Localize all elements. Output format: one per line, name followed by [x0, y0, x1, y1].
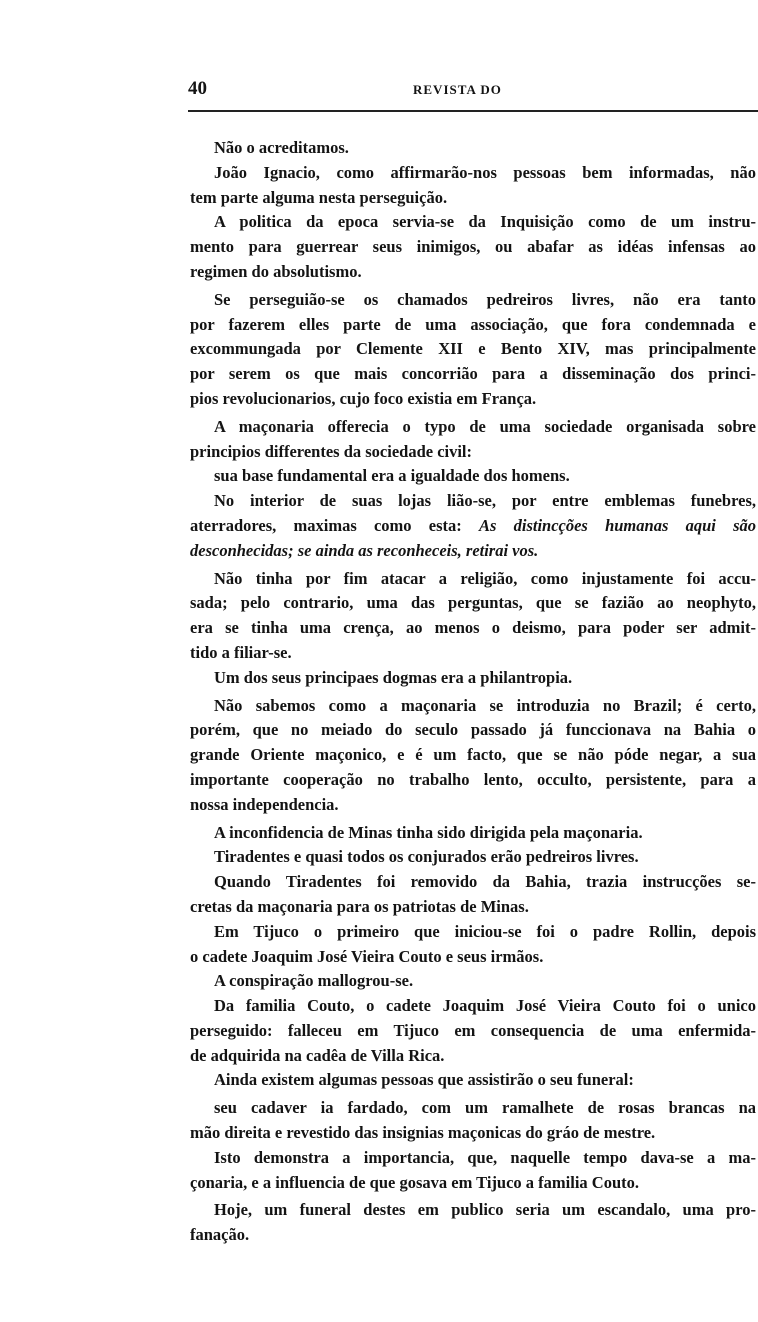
text-line: de adquirida na cadêa de Villa Rica.	[190, 1045, 445, 1065]
text-line: cretas da maçonaria para os patriotas de Minas.	[190, 896, 529, 916]
text-line: A conspiração mallogrou-se.	[214, 971, 414, 991]
text-line: tido a filiar-se.	[190, 642, 292, 662]
text-line: mento para guerrear seus inimigos, ou abafar as idéas infensas ao	[190, 237, 756, 257]
text-line: importante cooperação no trabalho lento, occulto, persistente, para a	[190, 769, 756, 789]
text-line: Se perseguião-se os chamados pedreiros livres, não era tanto	[214, 289, 756, 309]
text-line: grande Oriente maçonico, e é um facto, que se não póde negar, a sua	[190, 745, 756, 765]
running-head: REVISTA DO	[413, 82, 502, 97]
text-line: Em Tijuco o primeiro que iniciou-se foi o padre Rollin, depois	[214, 921, 756, 941]
text-line: porém, que no meiado do seculo passado já funccionava na Bahia o	[190, 720, 756, 740]
text-line: mão direita e revestido das insignias maçonicas do gráo de mestre.	[190, 1123, 656, 1143]
text-line: por serem os que mais concorrião para a disseminação dos princi-	[190, 364, 756, 384]
text-line: No interior de suas lojas lião-se, por entre emblemas funebres,	[214, 491, 756, 511]
page-header	[178, 78, 758, 106]
text-line: sua base fundamental era a igualdade dos homens.	[214, 466, 570, 486]
text-line: Não sabemos como a maçonaria se introduzia no Brazil; é certo,	[214, 695, 756, 715]
body-text	[190, 136, 756, 1248]
text-line: Da familia Couto, o cadete Joaquim José Vieira Couto foi o unico	[214, 996, 756, 1016]
text-line: tem parte alguma nesta perseguição.	[190, 187, 448, 207]
text-line: Quando Tiradentes foi removido da Bahia, trazia instrucções se-	[214, 872, 756, 892]
text-line: çonaria, e a influencia de que gosava em Tijuco a familia Couto.	[190, 1172, 640, 1192]
text-line: Isto demonstra a importancia, que, naquelle tempo dava-se a ma-	[214, 1147, 756, 1167]
text-line: sada; pelo contrario, uma das perguntas, que se fazião ao neophyto,	[190, 593, 756, 613]
text-line: Hoje, um funeral destes em publico seria um escandalo, uma pro-	[214, 1200, 756, 1220]
text-line: perseguido: falleceu em Tijuco em consequencia de uma enfermida-	[190, 1020, 756, 1040]
text-line: fanação.	[190, 1225, 250, 1245]
text-line: Não o acreditamos.	[214, 138, 349, 157]
inline-quote: As distincções humanas aqui são	[478, 515, 756, 535]
header-rule	[188, 110, 758, 112]
text-line: aterradores, maximas como esta: As distincções humanas aqui são	[190, 515, 756, 535]
text-line: excommungada por Clemente XII e Bento XIV, mas principalmente	[190, 339, 756, 359]
text-line: A politica da epoca servia-se da Inquisição como de um instru-	[214, 212, 756, 232]
text-line: regimen do absolutismo.	[190, 261, 362, 281]
text-line: desconhecidas; se ainda as reconheceis, retirai vos.	[190, 540, 539, 560]
page-number: 40	[188, 78, 207, 99]
text-line: era se tinha uma crença, ao menos o deismo, para poder ser admit-	[190, 618, 756, 638]
text-line: o cadete Joaquim José Vieira Couto e seus irmãos.	[190, 946, 544, 966]
text-line: Um dos seus principaes dogmas era a philantropia.	[214, 667, 573, 687]
text-line: Ainda existem algumas pessoas que assistirão o seu funeral:	[214, 1070, 634, 1090]
text-line: João Ignacio, como affirmarão-nos pessoas bem informadas, não	[214, 162, 756, 182]
text-line: seu cadaver ia fardado, com um ramalhete de rosas brancas na	[214, 1098, 756, 1118]
text-line: A maçonaria offerecia o typo de uma sociedade organisada sobre	[214, 416, 756, 436]
text-line: Não tinha por fim atacar a religião, como injustamente foi accu-	[214, 568, 756, 588]
text-line: A inconfidencia de Minas tinha sido dirigida pela maçonaria.	[214, 822, 643, 842]
text-line: pios revolucionarios, cujo foco existia em França.	[190, 388, 537, 408]
text-line: principios differentes da sociedade civil:	[190, 441, 473, 461]
text-line: por fazerem elles parte de uma associação, que fora condemnada e	[190, 314, 756, 334]
text-line: Tiradentes e quasi todos os conjurados erão pedreiros livres.	[214, 847, 639, 867]
text-line: nossa independencia.	[190, 794, 339, 814]
